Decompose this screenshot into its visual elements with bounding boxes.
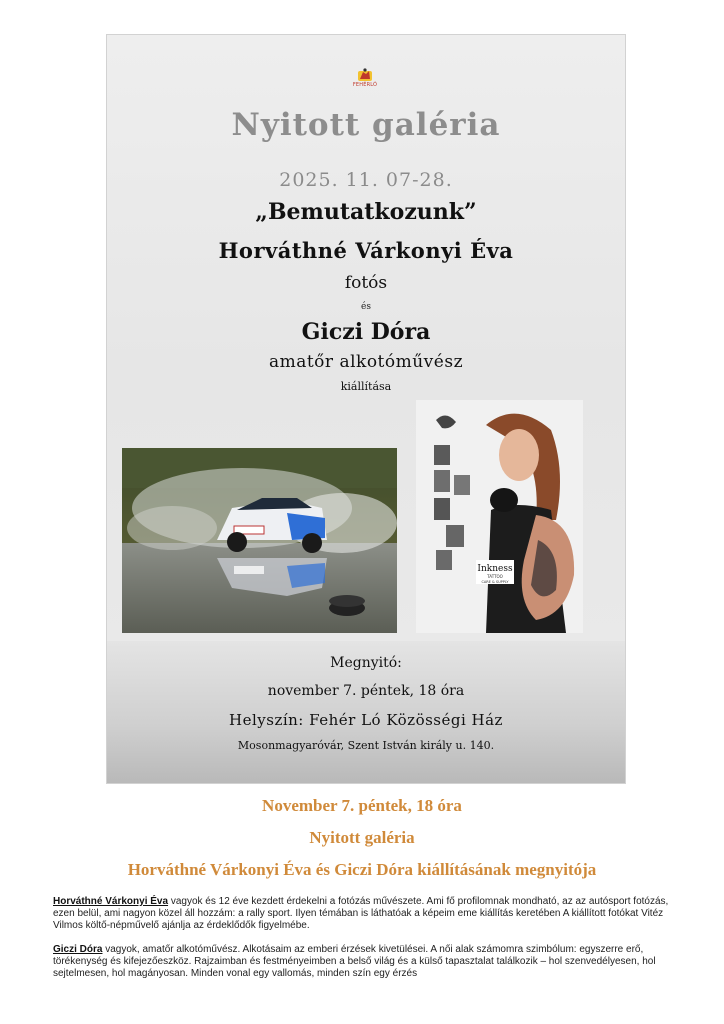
paragraph-artist1 <box>53 896 671 932</box>
tattoo-sign-text: Inkness <box>477 564 513 574</box>
poster-date: 2025. 11. 07-28. <box>279 169 453 191</box>
paragraph-artist2-text: vagyok, amatőr alkotóművész. Alkotásaim az emberi érzések kivetülései. A női alak számomra szimbólum: egyszerre erő, törékenység és kifejezőeszköz. Rajzaimban és festményeimben a belső világ és a külső tapasztalat találkozik – hol szenvedélyesen, hol sejtelmesen, hol magányosan. Minden vonal egy vallomás, minden szín egy érzés <box>53 944 656 979</box>
feherlo-logo <box>347 68 383 92</box>
tattoo-sign-sub2: CARE & SUPPLY <box>481 580 509 584</box>
poster-quote: „Bemutatkozunk” <box>255 199 477 225</box>
poster-artist1-name: Horváthné Várkonyi Éva <box>218 238 514 263</box>
paragraph-artist1-text: vagyok és 12 éve kezdett érdekelni a fotózás művészete. Ami fő profilomnak mondható, az az autósport fotózás, ezen belül, ami nagyon közel áll hozzám: a rally sport. Ilyen témában is láthatóak a képeim eme kiállítás keretében A kiállított fotókat Vitéz Vilmos költő-népművelő ajánlja az érdeklődők figyelmébe. <box>53 896 669 931</box>
poster-title: Nyitott galéria <box>231 107 501 143</box>
heading-date: November 7. péntek, 18 óra <box>262 796 462 815</box>
tattoo-sign-sub: TATTOO <box>487 574 503 579</box>
horse-logo-icon <box>357 68 373 82</box>
paragraph-artist2-name: Giczi Dóra <box>53 944 103 955</box>
heading-title: Nyitott galéria <box>309 828 415 847</box>
address: Mosonmagyaróvár, Szent István király u. 140. <box>237 739 495 752</box>
poster-artist2-role: amatőr alkotóművész <box>268 352 464 372</box>
paragraph-artist2 <box>53 944 671 980</box>
rally-car-photo <box>122 448 397 633</box>
logo-text: FEHÉRLÓ <box>352 82 378 88</box>
poster-artist1-role: fotós <box>344 273 388 293</box>
poster-exhibition-label: kiállítása <box>340 380 392 393</box>
paragraph-artist1-name: Horváthné Várkonyi Éva <box>53 896 169 907</box>
exhibition-poster <box>107 35 625 783</box>
heading-event: Horváthné Várkonyi Éva és Giczi Dóra kiállításának megnyitója <box>127 860 597 879</box>
venue: Helyszín: Fehér Ló Közösségi Ház <box>229 711 503 729</box>
poster-and: és <box>361 302 371 312</box>
poster-artist2-name: Giczi Dóra <box>301 319 431 345</box>
tattoo-artist-photo <box>416 400 583 633</box>
opening-time: november 7. péntek, 18 óra <box>267 683 465 699</box>
opening-label: Megnyitó: <box>330 655 402 671</box>
